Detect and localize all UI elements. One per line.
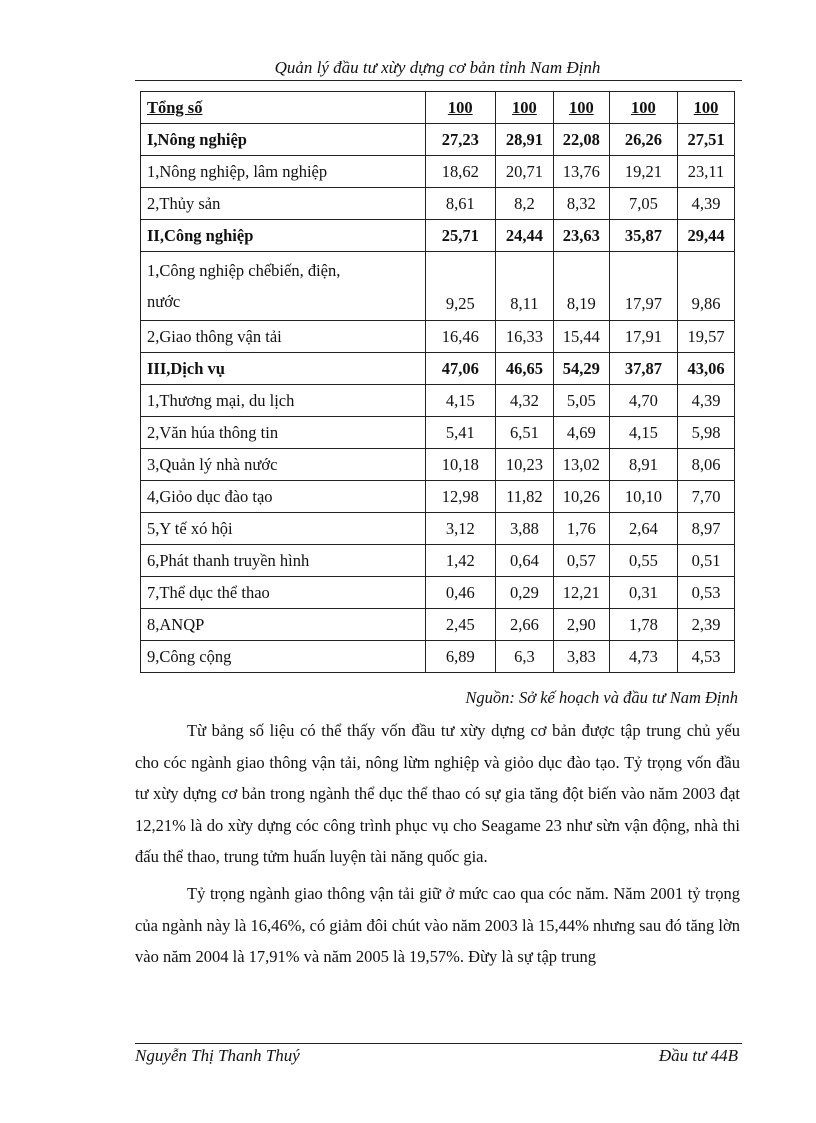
cell-value: 19,57	[678, 321, 735, 353]
cell-value: 0,53	[678, 577, 735, 609]
cell-value: 4,15	[609, 417, 677, 449]
cell-value: 18,62	[425, 156, 495, 188]
cell-value: 47,06	[425, 353, 495, 385]
cell-value: 27,51	[678, 124, 735, 156]
cell-value: 26,26	[609, 124, 677, 156]
table-row	[141, 545, 735, 577]
cell-value: 0,57	[553, 545, 609, 577]
row-label: 3,Quản lý nhà nước	[141, 449, 426, 481]
cell-value: 27,23	[425, 124, 495, 156]
cell-value: 100	[495, 92, 553, 124]
cell-value: 28,91	[495, 124, 553, 156]
table-row	[141, 156, 735, 188]
row-label: 9,Công cộng	[141, 641, 426, 673]
cell-value: 0,31	[609, 577, 677, 609]
cell-value: 20,71	[495, 156, 553, 188]
cell-value: 100	[425, 92, 495, 124]
cell-value: 0,64	[495, 545, 553, 577]
cell-value: 19,21	[609, 156, 677, 188]
cell-value: 6,51	[495, 417, 553, 449]
cell-value: 3,83	[553, 641, 609, 673]
table-row	[141, 577, 735, 609]
cell-value: 2,66	[495, 609, 553, 641]
cell-value: 46,65	[495, 353, 553, 385]
row-label	[141, 252, 426, 321]
cell-value: 10,10	[609, 481, 677, 513]
table-row	[141, 92, 735, 124]
cell-value: 100	[553, 92, 609, 124]
row-label: 2,Thủy sản	[141, 188, 426, 220]
cell-value: 43,06	[678, 353, 735, 385]
cell-value: 12,98	[425, 481, 495, 513]
table-row	[141, 188, 735, 220]
cell-value: 8,97	[678, 513, 735, 545]
cell-value: 13,76	[553, 156, 609, 188]
cell-value: 16,33	[495, 321, 553, 353]
cell-value: 4,53	[678, 641, 735, 673]
table-row	[141, 252, 735, 321]
cell-value: 24,44	[495, 220, 553, 252]
cell-value: 7,05	[609, 188, 677, 220]
table-row	[141, 321, 735, 353]
cell-value: 100	[609, 92, 677, 124]
cell-value: 5,41	[425, 417, 495, 449]
table-row	[141, 641, 735, 673]
cell-value: 5,05	[553, 385, 609, 417]
row-label: 2,Văn húa thông tin	[141, 417, 426, 449]
table-row	[141, 220, 735, 252]
page-header-title: Quản lý đầu tư xừy dựng cơ bản tỉnh Nam Định	[274, 58, 601, 77]
row-label: 4,Giỏo dục đào tạo	[141, 481, 426, 513]
row-label: 6,Phát thanh truyền hình	[141, 545, 426, 577]
cell-value: 17,97	[609, 252, 677, 321]
cell-value: 4,32	[495, 385, 553, 417]
table-row	[141, 417, 735, 449]
table-row	[141, 513, 735, 545]
cell-value: 16,46	[425, 321, 495, 353]
cell-value: 8,32	[553, 188, 609, 220]
cell-value: 9,25	[425, 252, 495, 321]
cell-value: 0,55	[609, 545, 677, 577]
cell-value: 2,90	[553, 609, 609, 641]
cell-value: 54,29	[553, 353, 609, 385]
cell-value: 25,71	[425, 220, 495, 252]
cell-value: 4,70	[609, 385, 677, 417]
cell-value: 13,02	[553, 449, 609, 481]
row-label: 2,Giao thông vận tải	[141, 321, 426, 353]
table-row	[141, 481, 735, 513]
cell-value: 17,91	[609, 321, 677, 353]
cell-value: 12,21	[553, 577, 609, 609]
cell-value: 0,46	[425, 577, 495, 609]
cell-value: 8,06	[678, 449, 735, 481]
cell-value: 8,61	[425, 188, 495, 220]
cell-value: 22,08	[553, 124, 609, 156]
cell-value: 8,11	[495, 252, 553, 321]
cell-value: 2,45	[425, 609, 495, 641]
cell-value: 10,26	[553, 481, 609, 513]
cell-value: 10,23	[495, 449, 553, 481]
cell-value: 0,51	[678, 545, 735, 577]
table-row	[141, 449, 735, 481]
cell-value: 0,29	[495, 577, 553, 609]
cell-value: 4,39	[678, 188, 735, 220]
cell-value: 37,87	[609, 353, 677, 385]
footer-author: Nguyễn Thị Thanh Thuý	[135, 1046, 300, 1065]
cell-value: 8,2	[495, 188, 553, 220]
cell-value: 10,18	[425, 449, 495, 481]
row-label: I,Nông nghiệp	[141, 124, 426, 156]
header-rule	[135, 80, 742, 81]
row-label-line: 1,Công nghiệp chếbiến, điện,	[147, 261, 341, 280]
row-label-line: nước	[147, 292, 181, 311]
cell-value: 1,76	[553, 513, 609, 545]
cell-value: 1,78	[609, 609, 677, 641]
body-paragraph: Tỷ trọng ngành giao thông vận tải giữ ở mức cao qua cóc năm. Năm 2001 tỷ trọng của ngành này là 16,46%, có giảm đôi chút vào năm 2003 là 15,44% nhưng sau đó tăng lờn vào năm 2004 là 17,91% và năm 2005 là 19,57%. Đừy là sự tập trung	[135, 884, 740, 966]
cell-value: 7,70	[678, 481, 735, 513]
investment-structure-table	[140, 91, 735, 673]
cell-value: 4,39	[678, 385, 735, 417]
cell-value: 100	[678, 92, 735, 124]
table-row	[141, 124, 735, 156]
cell-value: 3,12	[425, 513, 495, 545]
row-label: III,Dịch vụ	[141, 353, 426, 385]
cell-value: 4,69	[553, 417, 609, 449]
cell-value: 6,89	[425, 641, 495, 673]
row-label: 8,ANQP	[141, 609, 426, 641]
table-row	[141, 385, 735, 417]
cell-value: 9,86	[678, 252, 735, 321]
row-label: 1,Nông nghiệp, lâm nghiệp	[141, 156, 426, 188]
cell-value: 3,88	[495, 513, 553, 545]
table-row	[141, 353, 735, 385]
cell-value: 6,3	[495, 641, 553, 673]
body-paragraph: Từ bảng số liệu có thể thấy vốn đầu tư xừy dựng cơ bản được tập trung chủ yếu cho cóc ngành giao thông vận tải, nông lừm nghiệp và giỏo dục đào tạo. Tỷ trọng vốn đầu tư xừy dựng cơ bản trong ngành thể dục thể thao có sự gia tăng đột biến vào năm 2003 đạt 12,21% là do xừy dựng cóc công trình phục vụ cho Seagame 23 như sừn vận động, nhà thi đấu thể thao, trung tửm huấn luyện tài năng quốc gia.	[135, 721, 740, 866]
cell-value: 4,73	[609, 641, 677, 673]
footer-class: Đầu tư 44B	[658, 1046, 738, 1065]
row-label: 1,Thương mại, du lịch	[141, 385, 426, 417]
cell-value: 5,98	[678, 417, 735, 449]
cell-value: 29,44	[678, 220, 735, 252]
cell-value: 4,15	[425, 385, 495, 417]
cell-value: 1,42	[425, 545, 495, 577]
row-label: 5,Y tế xó hội	[141, 513, 426, 545]
footer-rule	[135, 1043, 742, 1044]
cell-value: 8,19	[553, 252, 609, 321]
cell-value: 35,87	[609, 220, 677, 252]
row-label: II,Công nghiệp	[141, 220, 426, 252]
table-row	[141, 609, 735, 641]
cell-value: 23,11	[678, 156, 735, 188]
cell-value: 2,39	[678, 609, 735, 641]
cell-value: 8,91	[609, 449, 677, 481]
row-label: Tổng số	[141, 92, 426, 124]
cell-value: 2,64	[609, 513, 677, 545]
cell-value: 11,82	[495, 481, 553, 513]
row-label: 7,Thể dục thể thao	[141, 577, 426, 609]
cell-value: 15,44	[553, 321, 609, 353]
table-source-note: Nguồn: Sở kế hoạch và đầu tư Nam Định	[465, 688, 738, 707]
cell-value: 23,63	[553, 220, 609, 252]
